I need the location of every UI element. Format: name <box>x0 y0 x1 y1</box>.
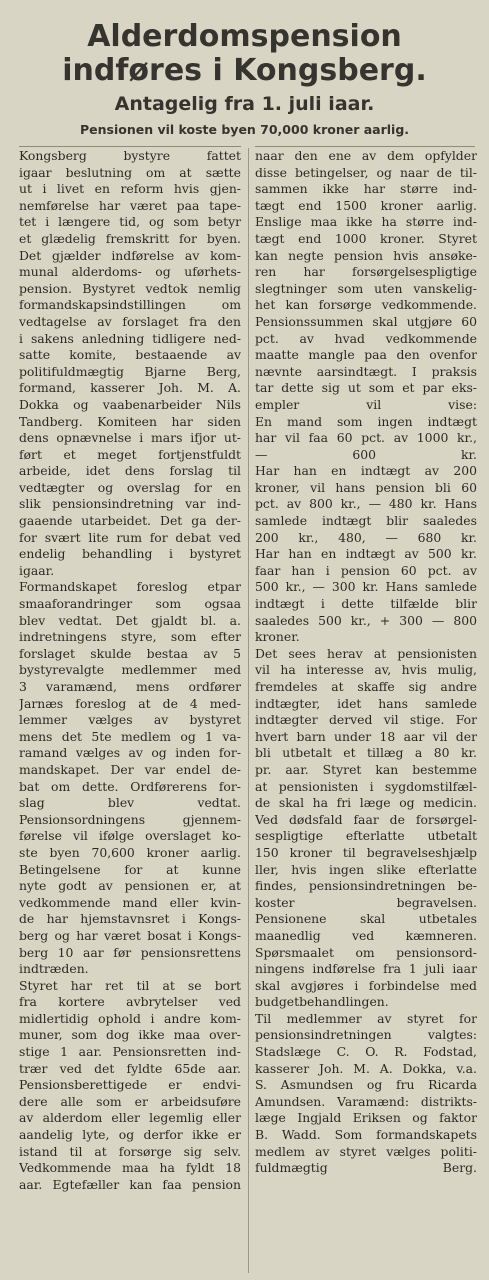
right-column <box>255 148 477 1273</box>
paragraph: Stadslæge C. O. R. Fodstad, kasserer Joh. M. A. Dokka, v.a. S. Asmundsen og fru Ricarda Amundsen. Varamænd: distrikts- læge Ingjald Eriksen og faktor B. Wadd. Som formandskapets medlem av styret vælges politi- fuldmægtig Berg. <box>255 1044 477 1176</box>
headline <box>0 20 489 88</box>
paragraph: Har han en indtægt av 500 kr. faar han i pension 60 pct. av 500 kr., — 300 kr. Hans samlede indtægt i dette tilfælde blir saaledes 500 kr., + 300 — 800 kroner. <box>255 546 477 645</box>
headline-line-1: Alderdomspension <box>87 19 402 54</box>
header-rule-left <box>19 146 241 147</box>
headline-line-2: indføres i Kongsberg. <box>62 53 427 88</box>
paragraph: Pensionene skal utbetales maanedlig ved kæmneren. <box>255 911 477 943</box>
paragraph: Pensionsordningens gjennem- førelse vil ifølge overslaget ko- ste byen 70,600 kroner aarlig. <box>19 811 241 860</box>
paragraph: Spørsmaalet om pensionsord- ningens indførelse fra 1 juli iaar skal avgjøres i forbindelse med budgetbehandlingen. <box>255 944 477 1010</box>
paragraph: naar den ene av dem opfylder disse betingelser, og naar de til- sammen ikke har større ind- tægt end 1500 kroner aarlig. Enslige maa ikke ha større ind- tægt end 1000 kroner. Styret kan negte pension hvis ansøke- ren har forsørgelsespligtige slegtninger som uten vanskelig- het kan forsørge vedkommende. Pensionssummen skal utgjøre 60 pct. av hvad vedkommende maatte mangle paa den ovenfor nævnte aarsindtægt. I praksis tar dette sig ut som et par eks- empler vil vise: <box>255 148 477 412</box>
paragraph: Kongsberg bystyre fattet igaar beslutning om at sætte ut i livet en reform hvis gjen- nemførelse har været paa tape- tet i længere tid, og som betyr et glædelig fremskritt for byen. Det gjælder indførelse av kom- munal alderdoms- og uførhets- pension. Bystyret vedtok nemlig formandskapsindstillingen om vedtagelse av forslaget fra den i sakens anledning tidligere ned- satte komite, bestaaende av politifuldmægtig Bjarne Berg, formand, kasserer Joh. M. A. Dokka og vaabenarbeider Nils Tandberg. Komiteen har siden dens opnævnelse i mars ifjor ut- ført et meget fortjenstfuldt arbeide, idet dens forslag til vedtægter og overslag for en slik pensionsindretning var ind- gaaende utarbeidet. Det ga der- for svært lite rum for debat ved endelig behandling i bystyret igaar. <box>19 148 241 578</box>
column-divider <box>248 148 249 1273</box>
paragraph: Har han en indtægt av 200 kroner, vil hans pension bli 60 pct. av 800 kr., — 480 kr. Hans samlede indtægt blir saaledes 200 kr., 480, — 680 kr. <box>255 463 477 545</box>
left-column <box>19 148 241 1273</box>
paragraph: Betingelsene for at kunne nyte godt av pensionen er, at vedkommende mand eller kvin- de har hjemstavnsret i Kongs- berg og har været bosat i Kongs- berg 10 aar før pensionsrettens indtræden. <box>19 861 241 977</box>
paragraph: En mand som ingen indtægt har vil faa 60 pct. av 1000 kr., — 600 kr. <box>255 413 477 462</box>
paragraph: Styret har ret til at se bort fra kortere avbrytelser ved midlertidig ophold i andre kom- muner, som dog ikke maa over- stige 1 aar. Pensionsretten ind- trær ved det fyldte 65de aar. Pensionsberettigede er endvi- dere alle som er arbeidsuføre av alderdom eller legemlig eller aandelig lyte, og derfor ikke er istand til at forsørge sig selv. Vedkommende maa ha fyldt 18 aar. Egtefæller kan faa pension <box>19 977 241 1192</box>
subheadline: Antagelig fra 1. juli iaar. <box>114 93 375 115</box>
paragraph: Det sees herav at pensionisten vil ha interesse av, hvis mulig, fremdeles at skaffe sig andre indtægter, idet hans samlede indtægter derved vil stige. For hvert barn under 18 aar vil der bli utbetalt et tillæg a 80 kr. pr. aar. Styret kan bestemme at pensionisten i sygdomstilfæl- de skal ha fri læge og medicin. Ved dødsfald faar de forsørgel- sespligtige efterlatte utbetalt 150 kroner til begravelseshjælp ller, hvis ingen slike efterlatte findes, pensionsindretningen be- koster begravelsen. <box>255 645 477 910</box>
deck: Pensionen vil koste byen 70,000 kroner aarlig. <box>79 122 410 137</box>
paragraph: Formandskapet foreslog etpar smaaforandringer som ogsaa blev vedtat. Det gjaldt bl. a. indretningens styre, som efter forslaget skulde bestaa av 5 bystyrevalgte medlemmer med 3 varamænd, mens ordfører Jarnæs foreslog at de 4 med- lemmer vælges av bystyret mens det 5te medlem og 1 va- ramand vælges av og inden for- mandskapet. Der var endel de- bat om dette. Ordførerens for- slag blev vedtat. <box>19 579 241 811</box>
paragraph: Til medlemmer av styret for pensionsindretningen valgtes: <box>255 1010 477 1043</box>
header-rule-right <box>255 146 475 147</box>
